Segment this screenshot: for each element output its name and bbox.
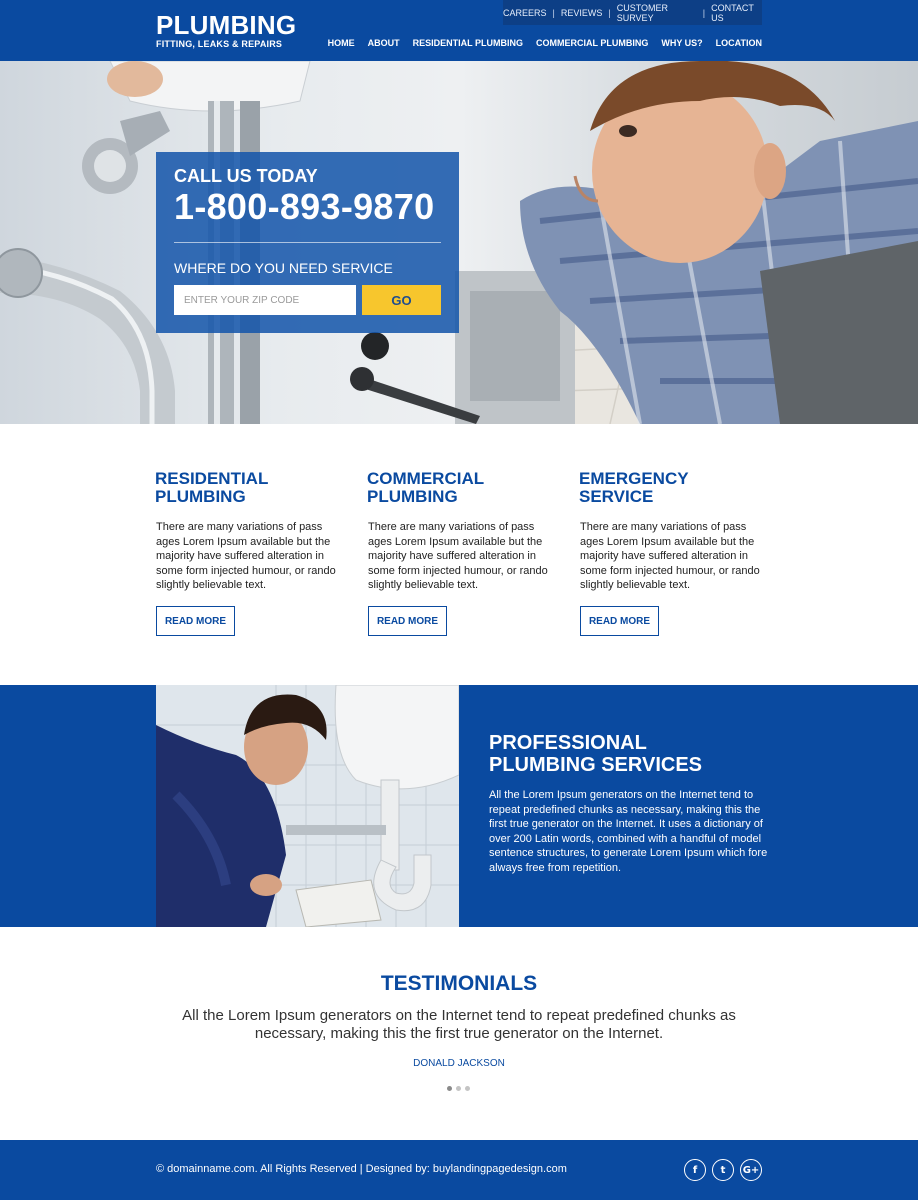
read-more-button-residential[interactable]: READ MORE [156, 606, 235, 636]
zip-code-input[interactable] [174, 285, 356, 315]
separator: | [552, 7, 555, 18]
service-title: EMERGENCY SERVICE [579, 469, 689, 506]
professional-services-title: PROFESSIONAL PLUMBING SERVICES [489, 732, 702, 776]
nav-about[interactable]: ABOUT [367, 38, 400, 48]
call-us-label: CALL US TODAY [174, 166, 318, 186]
main-nav [328, 38, 762, 48]
carousel-dot-2[interactable] [456, 1086, 461, 1091]
logo-title[interactable]: PLUMBING [156, 10, 297, 40]
site-header [0, 0, 918, 61]
top-link-contact-us[interactable]: CONTACT US [711, 2, 754, 23]
site-footer [0, 1140, 918, 1200]
logo-subtitle: FITTING, LEAKS & REPAIRS [156, 39, 283, 49]
testimonials-title: TESTIMONIALS [380, 972, 538, 995]
phone-number[interactable]: 1-800-893-9870 [174, 186, 435, 227]
hero-plumber-image [0, 61, 918, 424]
professional-services-text: All the Lorem Ipsum generators on the Internet tend to repeat predefined chunks as necessary, making this the first true generator on the Internet. It uses a dictionary of over 200 Latin words, combined with a handful of model sentence structures, to generate Lorem Ipsum which fore always free from repetition. [489, 789, 768, 874]
testimonial-author: DONALD JACKSON [413, 1058, 505, 1069]
top-link-customer-survey[interactable]: CUSTOMER SURVEY [616, 2, 669, 23]
social-links [684, 1159, 762, 1181]
hero-banner [0, 61, 918, 424]
service-residential [155, 469, 346, 627]
google-plus-icon[interactable]: G+ [740, 1159, 762, 1181]
service-description: There are many variations of pass ages Lorem Ipsum available but the majority have suffered alteration in some form injected humour, or rando slightly believable text. [156, 521, 336, 592]
service-title: COMMERCIAL PLUMBING [367, 469, 485, 506]
service-description: There are many variations of pass ages Lorem Ipsum available but the majority have suffered alteration in some form injected humour, or rando slightly believable text. [580, 521, 760, 592]
plumber-at-sink-image [156, 685, 459, 927]
nav-residential-plumbing[interactable]: RESIDENTIAL PLUMBING [412, 38, 523, 48]
professional-services-section [0, 685, 918, 927]
top-links-bar [503, 0, 762, 25]
read-more-button-emergency[interactable]: READ MORE [580, 606, 659, 636]
service-title: RESIDENTIAL PLUMBING [155, 469, 269, 506]
nav-commercial-plumbing[interactable]: COMMERCIAL PLUMBING [535, 38, 649, 48]
carousel-dot-3[interactable] [465, 1086, 470, 1091]
top-link-careers[interactable]: CAREERS [503, 7, 547, 18]
carousel-dot-1[interactable] [447, 1086, 452, 1091]
service-commercial [367, 469, 558, 627]
service-location-label: WHERE DO YOU NEED SERVICE [174, 260, 393, 276]
nav-location[interactable]: LOCATION [715, 38, 762, 48]
twitter-icon[interactable]: t [712, 1159, 734, 1181]
testimonial-pagination [447, 1086, 470, 1091]
go-button[interactable]: GO [362, 285, 441, 315]
testimonial-quote: All the Lorem Ipsum generators on the Internet tend to repeat predefined chunks as necessary, making this the first true generator on the Internet. [182, 1007, 736, 1042]
divider [174, 242, 441, 243]
top-link-reviews[interactable]: REVIEWS [560, 7, 603, 18]
nav-home[interactable]: HOME [327, 38, 355, 48]
copyright-text: © domainname.com. All Rights Reserved | Designed by: buylandingpagedesign.com [156, 1163, 567, 1175]
read-more-button-commercial[interactable]: READ MORE [368, 606, 447, 636]
facebook-icon[interactable]: f [684, 1159, 706, 1181]
separator: | [702, 7, 706, 18]
separator: | [608, 7, 611, 18]
service-emergency [579, 469, 770, 627]
service-description: There are many variations of pass ages Lorem Ipsum available but the majority have suffered alteration in some form injected humour, or rando slightly believable text. [368, 521, 548, 592]
call-us-box [156, 152, 459, 333]
nav-why-us[interactable]: WHY US? [661, 38, 703, 48]
